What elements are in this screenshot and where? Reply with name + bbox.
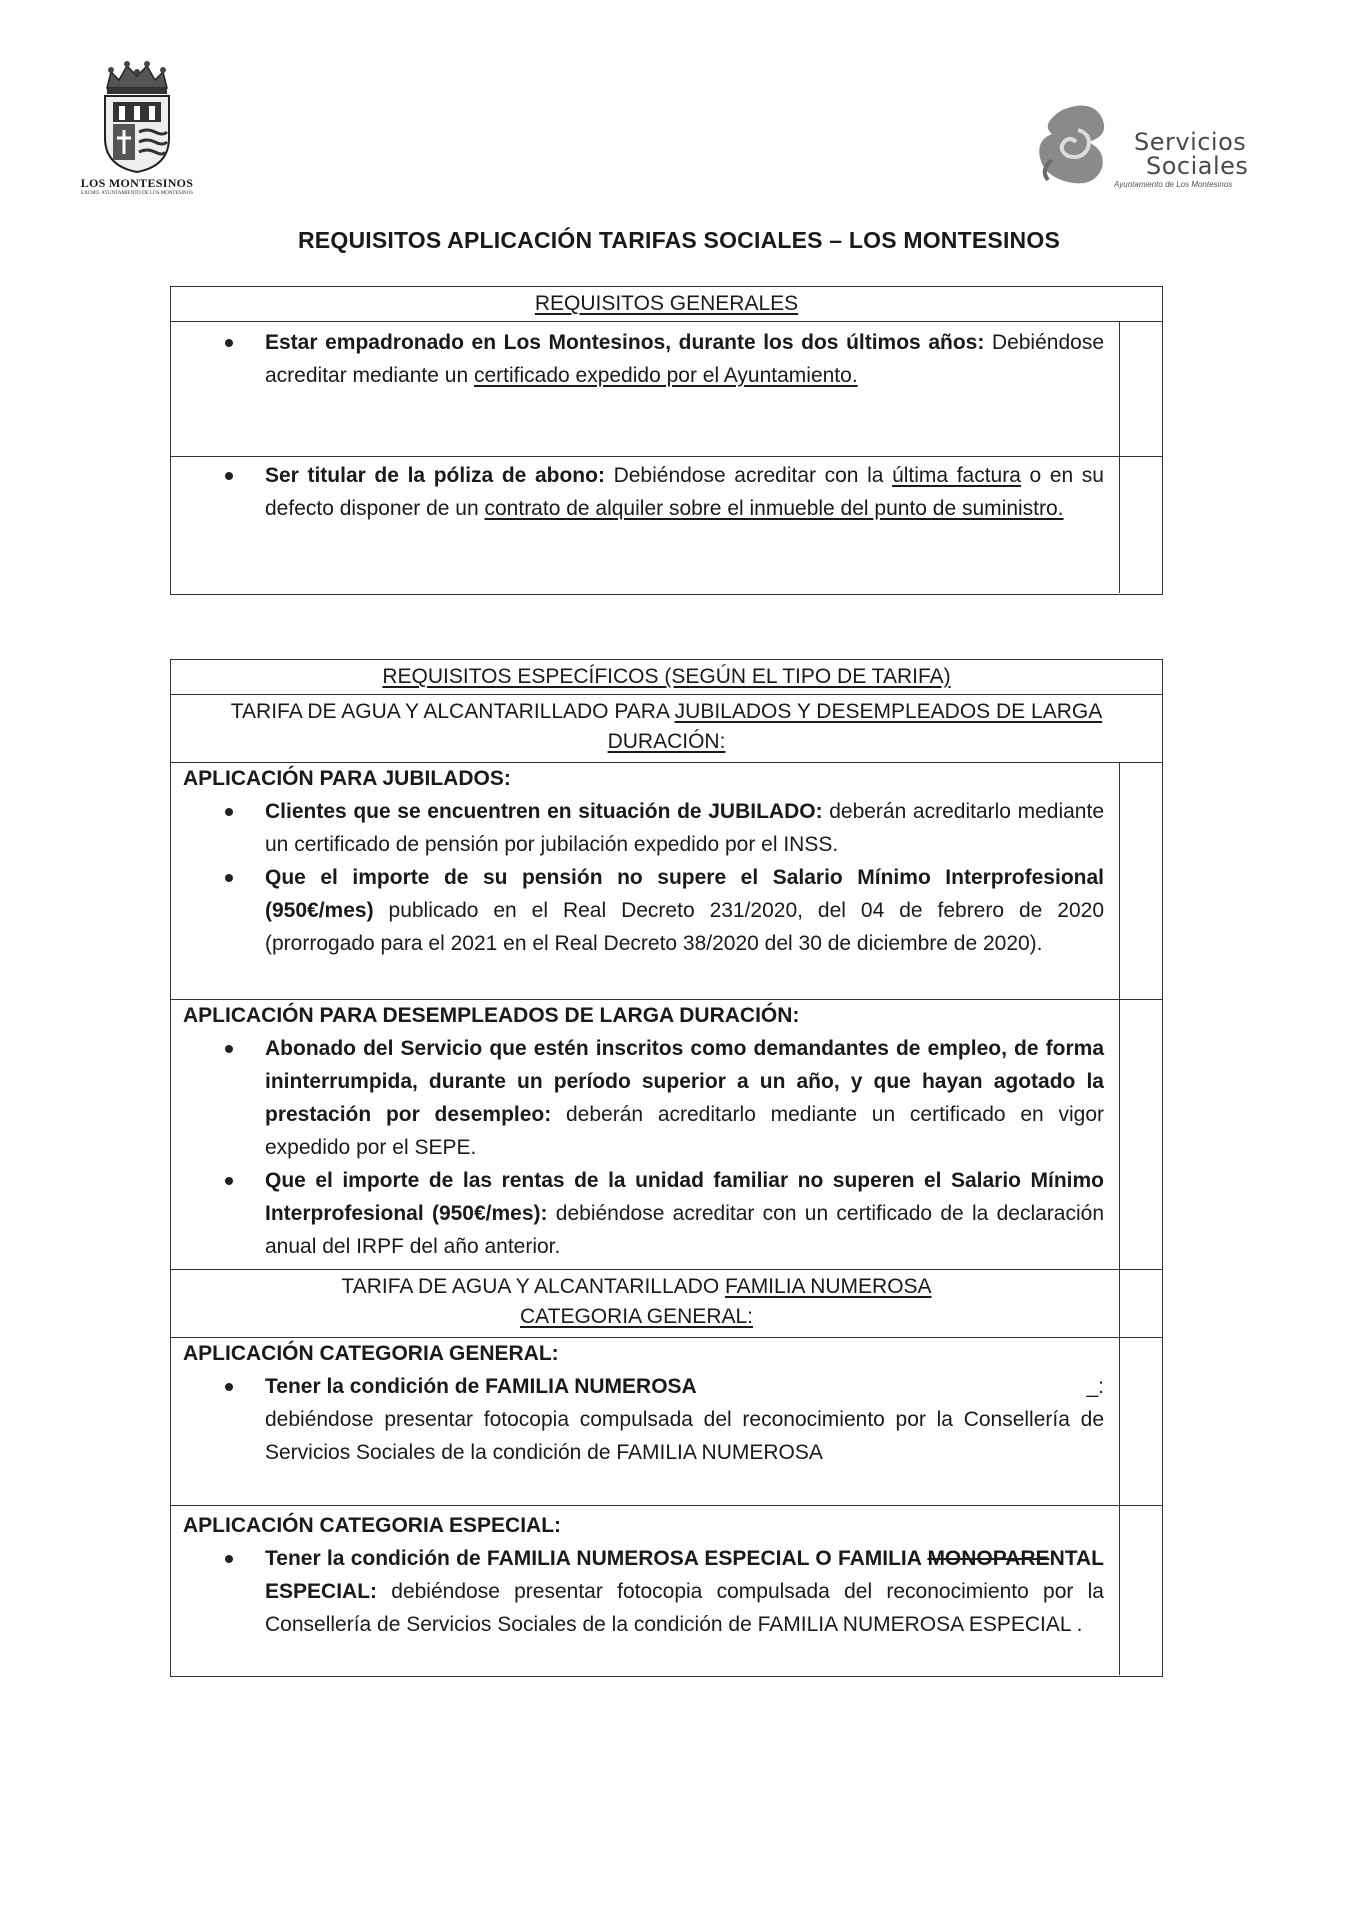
list-item: Tener la condición de FAMILIA NUMEROSA ESPECIAL O FAMILIA MONOPARENTAL ESPECIAL: debiéndose presentar fotocopia compulsada del reconocimiento por la Consellería de Servicios Sociales de la condición de FAMILIA NUMEROSA ESPECIAL .	[265, 1542, 1104, 1641]
crest-name: LOS MONTESINOS	[80, 176, 194, 190]
cat-especial-row	[171, 1505, 1162, 1675]
logo-word-servicios: Servicios	[1134, 128, 1247, 156]
specific-requirements-table	[170, 659, 1163, 1677]
jubilados-row	[171, 762, 1162, 999]
tarifa-jubilados-row: TARIFA DE AGUA Y ALCANTARILLADO PARA JUBILADOS Y DESEMPLEADOS DE LARGA DURACIÓN:	[171, 694, 1162, 762]
jubilados-title: APLICACIÓN PARA JUBILADOS:	[183, 767, 511, 790]
spiral-swirl-icon	[1022, 100, 1142, 192]
check-column	[1119, 1506, 1162, 1675]
logo-tagline: Ayuntamiento de Los Montesinos	[1114, 180, 1233, 189]
check-column	[1119, 1270, 1162, 1337]
general-row-1	[171, 321, 1162, 456]
general-header-row	[171, 287, 1162, 321]
general-requirements-table	[170, 286, 1163, 595]
list-item: Que el importe de las rentas de la unidad familiar no superen el Salario Mínimo Interprofesional (950€/mes): debiéndose acreditar con un certificado de la declaración anual del IRPF del año anterior.	[265, 1164, 1104, 1263]
cat-general-title: APLICACIÓN CATEGORIA GENERAL:	[183, 1342, 559, 1365]
check-column	[1119, 763, 1162, 999]
list-item: Que el importe de su pensión no supere el Salario Mínimo Interprofesional (950€/mes) publicado en el Real Decreto 231/2020, del 04 de febrero de 2020 (prorrogado para el 2021 en el Real Decreto 38/2020 del 30 de diciembre de 2020).	[265, 861, 1104, 960]
general-header: REQUISITOS GENERALES	[534, 292, 799, 315]
tarifa-familia-row: TARIFA DE AGUA Y ALCANTARILLADO FAMILIA NUMEROSA CATEGORIA GENERAL:	[171, 1269, 1162, 1337]
crest-subtitle: EXCMO. AYUNTAMIENTO DE LOS MONTESINOS	[81, 191, 193, 196]
list-item: Ser titular de la póliza de abono: Debiéndose acreditar con la última factura o en su defecto disponer de un contrato de alquiler sobre el inmueble del punto de suministro.	[265, 459, 1104, 525]
logo-word-sociales: Sociales	[1146, 152, 1249, 180]
check-column	[1119, 457, 1162, 593]
document-title: REQUISITOS APLICACIÓN TARIFAS SOCIALES – LOS MONTESINOS	[298, 227, 1060, 253]
check-column	[1119, 1338, 1162, 1505]
check-column	[1119, 1000, 1162, 1269]
specific-header: REQUISITOS ESPECÍFICOS (SEGÚN EL TIPO DE TARIFA)	[382, 665, 951, 688]
desempleados-row	[171, 999, 1162, 1269]
list-item: Abonado del Servicio que estén inscritos como demandantes de empleo, de forma ininterrumpida, durante un período superior a un año, y que hayan agotado la prestación por desempleo: deberán acreditarlo mediante un certificado en vigor expedido por el SEPE.	[265, 1032, 1104, 1164]
desempleados-title: APLICACIÓN PARA DESEMPLEADOS DE LARGA DURACIÓN:	[183, 1004, 800, 1027]
check-column	[1119, 322, 1162, 456]
general-row-2	[171, 456, 1162, 593]
servicios-sociales-logo	[1022, 100, 1262, 192]
cat-general-row	[171, 1337, 1162, 1505]
specific-header-row	[171, 660, 1162, 694]
municipal-crest-logo	[72, 58, 202, 196]
cat-especial-title: APLICACIÓN CATEGORIA ESPECIAL:	[183, 1514, 562, 1537]
list-item: Tener la condición de FAMILIA NUMEROSA _: debiéndose presentar fotocopia compulsada del reconocimiento por la Consellería de Servicios Sociales de la condición de FAMILIA NUMEROSA	[265, 1370, 1104, 1469]
crest-shield-icon	[97, 58, 177, 174]
list-item: Estar empadronado en Los Montesinos, durante los dos últimos años: Debiéndose acreditar mediante un certificado expedido por el Ayuntamiento.	[265, 326, 1104, 392]
list-item: Clientes que se encuentren en situación de JUBILADO: deberán acreditarlo mediante un certificado de pensión por jubilación expedido por el INSS.	[265, 795, 1104, 861]
